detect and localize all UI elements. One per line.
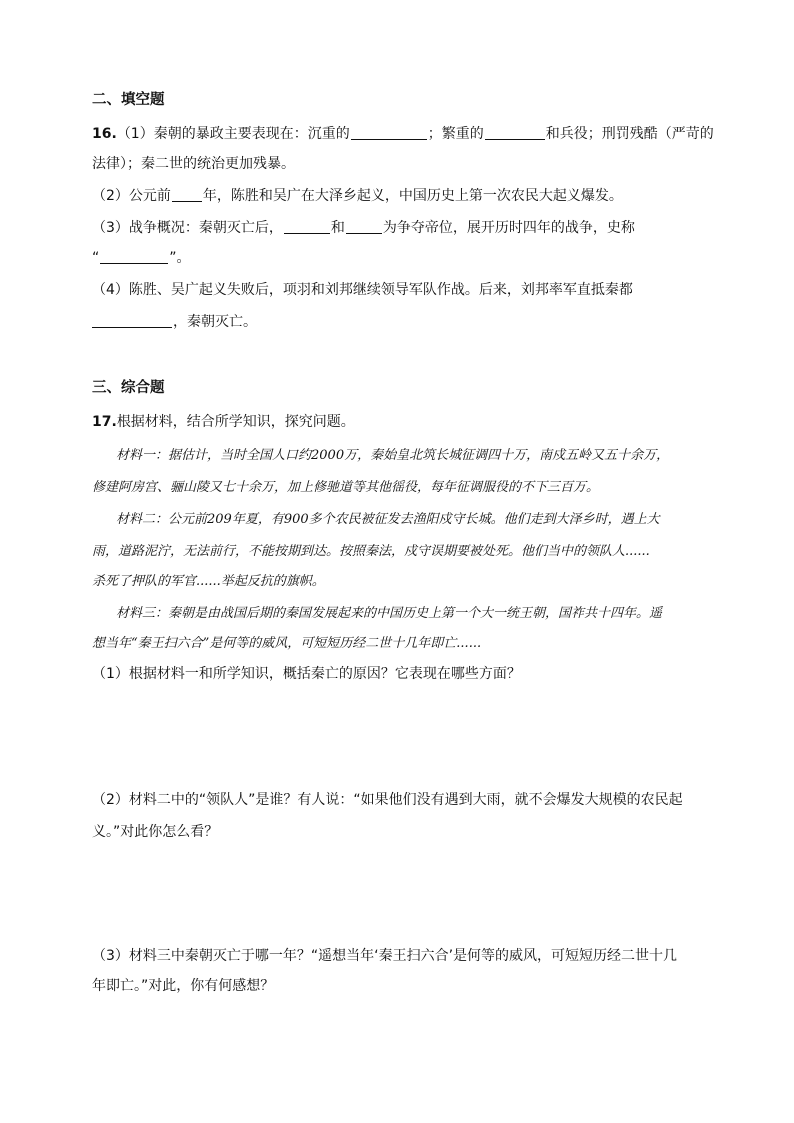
question-16-part-1-cont: 法律）；秦二世的统治更加残暴。 <box>92 156 295 172</box>
question-number: 16. <box>92 126 117 142</box>
answer-blank[interactable] <box>351 125 427 140</box>
text: ，秦朝灭亡。 <box>173 314 257 330</box>
text: （2）公元前 <box>92 188 171 204</box>
question-16-part-1 <box>92 124 714 144</box>
question-16-part-4: （4）陈胜、吴广起义失败后，项羽和刘邦继续领导军队作战。后来，刘邦率军直抵秦都 <box>92 282 633 298</box>
question-number: 17. <box>92 414 117 430</box>
question-17-prompt <box>92 412 355 432</box>
section-heading-comprehensive: 三、综合题 <box>92 380 165 396</box>
answer-blank[interactable] <box>172 187 202 202</box>
text: ；繁重的 <box>427 126 484 142</box>
question-16-part-3-cont <box>92 248 191 268</box>
answer-blank[interactable] <box>346 219 382 234</box>
text: 年，陈胜和吴广在大泽乡起义，中国历史上第一次农民大起义爆发。 <box>202 188 623 204</box>
sub-question-3-line-2: 年即亡。”对此，你有何感想？ <box>92 978 275 994</box>
answer-blank[interactable] <box>485 125 545 140</box>
question-16-part-3 <box>92 218 635 238</box>
answer-blank[interactable] <box>92 313 172 328</box>
sub-question-2-line-2: 义。”对此你怎么看？ <box>92 824 219 840</box>
material-1-line-1: 材料一：据估计，当时全国人口约2000万，秦始皇北筑长城征调四十万，南戍五岭又五十余万， <box>116 448 670 463</box>
text: （1）秦朝的暴政主要表现在：沉重的 <box>116 126 350 142</box>
text: 和兵役；刑罚残酷（严苛的 <box>545 126 714 142</box>
material-2-line-3: 杀死了押队的军官......举起反抗的旗帜。 <box>92 574 325 589</box>
answer-blank[interactable] <box>100 249 168 264</box>
text: ”。 <box>169 250 191 266</box>
material-1-line-2: 修建阿房宫、骊山陵又七十余万，加上修驰道等其他徭役，每年征调服役的不下三百万。 <box>92 480 600 495</box>
sub-question-1: （1）根据材料一和所学知识，概括秦亡的原因？它表现在哪些方面？ <box>92 666 521 682</box>
sub-question-2-line-1: （2）材料二中的“领队人”是谁？有人说：“如果他们没有遇到大雨，就不会爆发大规模的农民起 <box>92 792 683 808</box>
text: 根据材料，结合所学知识，探究问题。 <box>116 414 355 430</box>
material-3-line-1: 材料三：秦朝是由战国后期的秦国发展起来的中国历史上第一个大一统王朝，国祚共十四年。遥 <box>116 606 663 621</box>
text: 为争夺帝位，展开历时四年的战争，史称 <box>382 220 635 236</box>
material-2-line-2: 雨，道路泥泞，无法前行，不能按期到达。按照秦法，戍守误期要被处死。他们当中的领队人...... <box>92 544 650 559</box>
sub-question-3-line-1: （3）材料三中秦朝灭亡于哪一年？“遥想当年‘秦王扫六合’是何等的威风，可短短历经二世十几 <box>92 948 678 964</box>
text: “ <box>92 250 100 266</box>
answer-blank[interactable] <box>284 219 330 234</box>
text: （3）战争概况：秦朝灭亡后， <box>92 220 283 236</box>
question-16-part-4-cont <box>92 312 257 332</box>
section-heading-fill-blank: 二、填空题 <box>92 92 165 108</box>
question-16-part-2 <box>92 186 623 206</box>
material-2-line-1: 材料二：公元前209年夏，有900多个农民被征发去渔阳戍守长城。他们走到大泽乡时，遇上大 <box>116 512 660 527</box>
text: 和 <box>330 220 345 236</box>
material-3-line-2: 想当年“秦王扫六合”是何等的威风，可短短历经二世十几年即亡...... <box>92 636 482 651</box>
